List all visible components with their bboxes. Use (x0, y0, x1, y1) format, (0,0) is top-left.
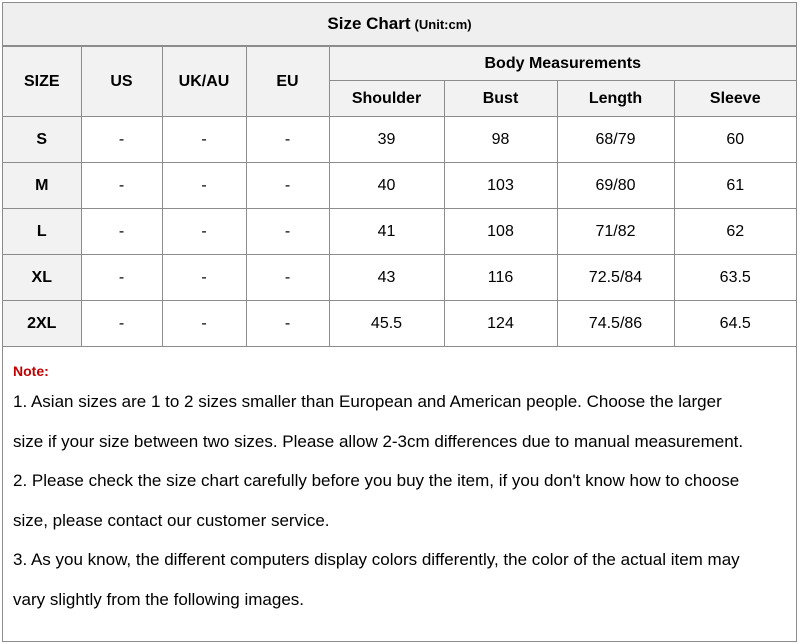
cell-sleeve: 64.5 (674, 301, 796, 347)
cell-length: 68/79 (557, 117, 674, 163)
size-chart (2, 2, 797, 642)
cell-shoulder: 41 (329, 209, 444, 255)
table-row (3, 163, 796, 209)
cell-size: M (3, 163, 81, 209)
cell-ukau: - (162, 209, 246, 255)
cell-size: L (3, 209, 81, 255)
header-bust: Bust (444, 81, 557, 117)
cell-us: - (81, 209, 162, 255)
cell-eu: - (246, 255, 329, 301)
cell-eu: - (246, 117, 329, 163)
size-table (3, 46, 796, 347)
header-shoulder: Shoulder (329, 81, 444, 117)
cell-size: XL (3, 255, 81, 301)
cell-sleeve: 62 (674, 209, 796, 255)
header-body-measurements: Body Measurements (329, 47, 796, 81)
chart-unit: (Unit:cm) (414, 16, 472, 32)
cell-length: 71/82 (557, 209, 674, 255)
note-label: Note: (13, 363, 49, 379)
cell-ukau: - (162, 117, 246, 163)
chart-title (3, 3, 796, 46)
cell-ukau: - (162, 163, 246, 209)
cell-us: - (81, 301, 162, 347)
cell-bust: 103 (444, 163, 557, 209)
note-line: 3. As you know, the different computers display colors differently, the color of the actual item may (13, 550, 740, 569)
table-row (3, 117, 796, 163)
cell-size: 2XL (3, 301, 81, 347)
note-line: vary slightly from the following images. (13, 589, 305, 609)
note-line: size if your size between two sizes. Please allow 2-3cm differences due to manual measurement. (13, 431, 744, 451)
cell-us: - (81, 255, 162, 301)
table-row (3, 301, 796, 347)
cell-length: 72.5/84 (557, 255, 674, 301)
cell-us: - (81, 163, 162, 209)
header-sleeve: Sleeve (674, 81, 796, 117)
cell-shoulder: 39 (329, 117, 444, 163)
header-us: US (81, 47, 162, 117)
cell-length: 69/80 (557, 163, 674, 209)
cell-bust: 98 (444, 117, 557, 163)
cell-eu: - (246, 301, 329, 347)
note-line: 2. Please check the size chart carefully before you buy the item, if you don't know how to choose (13, 471, 740, 490)
table-row (3, 209, 796, 255)
cell-sleeve: 61 (674, 163, 796, 209)
table-row (3, 255, 796, 301)
header-ukau: UK/AU (162, 47, 246, 117)
note-line: 1. Asian sizes are 1 to 2 sizes smaller than European and American people. Choose the larger (13, 392, 722, 411)
notes-section (3, 350, 796, 619)
cell-us: - (81, 117, 162, 163)
cell-eu: - (246, 209, 329, 255)
cell-bust: 108 (444, 209, 557, 255)
header-size: SIZE (3, 47, 81, 117)
header-length: Length (557, 81, 674, 117)
cell-bust: 116 (444, 255, 557, 301)
cell-shoulder: 45.5 (329, 301, 444, 347)
cell-sleeve: 63.5 (674, 255, 796, 301)
cell-ukau: - (162, 301, 246, 347)
cell-sleeve: 60 (674, 117, 796, 163)
cell-length: 74.5/86 (557, 301, 674, 347)
cell-size: S (3, 117, 81, 163)
cell-bust: 124 (444, 301, 557, 347)
header-eu: EU (246, 47, 329, 117)
cell-shoulder: 43 (329, 255, 444, 301)
cell-ukau: - (162, 255, 246, 301)
cell-shoulder: 40 (329, 163, 444, 209)
note-line: size, please contact our customer service. (13, 510, 330, 530)
cell-eu: - (246, 163, 329, 209)
chart-title-text: Size Chart (327, 14, 411, 33)
